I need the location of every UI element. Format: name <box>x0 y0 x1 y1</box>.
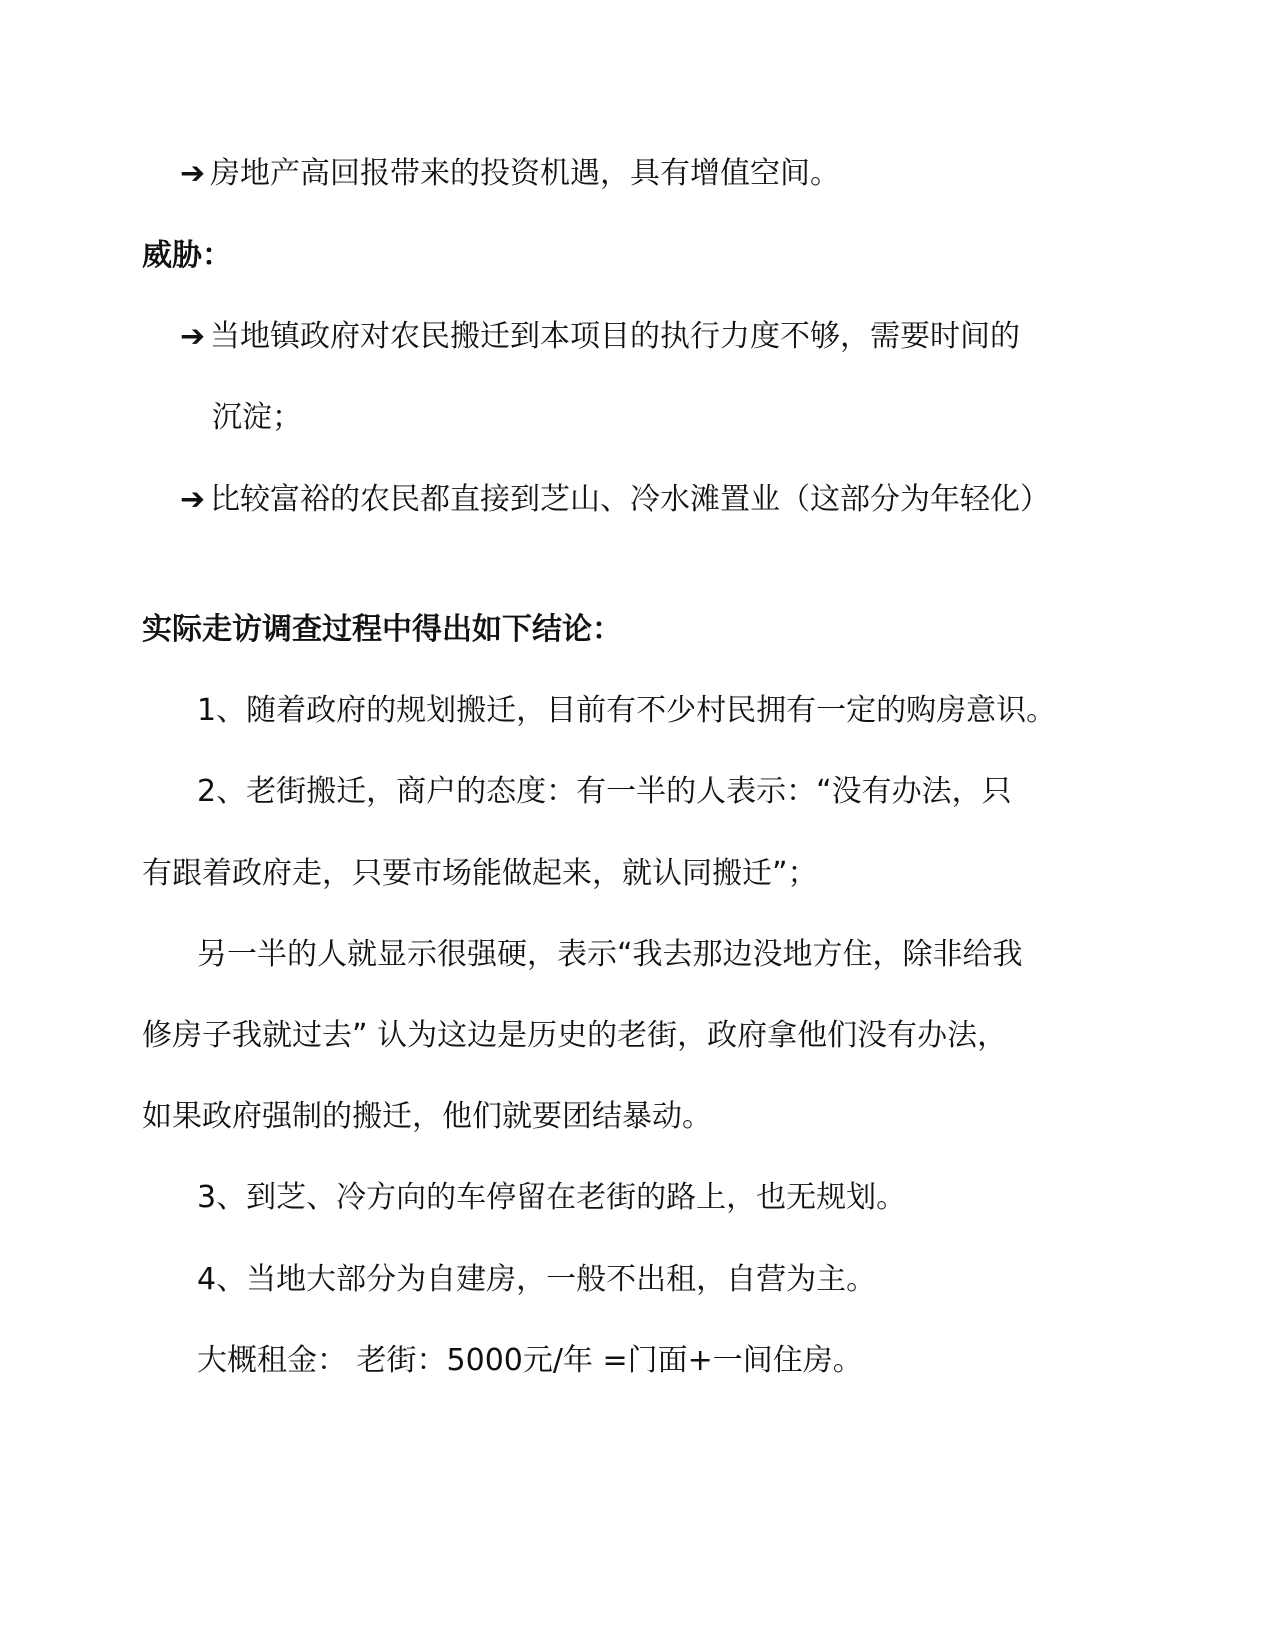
arrow-icon: ➔ <box>180 482 206 517</box>
rent-line: 大概租金： 老街：5000元/年 =门面+一间住房。 <box>197 1343 863 1378</box>
threat-bullet-1-continuation: 沉淀； <box>212 400 302 435</box>
arrow-icon: ➔ <box>180 319 206 354</box>
conclusion-item-2-paragraph-2-line-2: 修房子我就过去” 认为这边是历史的老街，政府拿他们没有办法， <box>142 1018 1008 1053</box>
threats-heading: 威胁： <box>142 238 232 273</box>
conclusions-heading: 实际走访调查过程中得出如下结论： <box>142 612 622 647</box>
conclusion-item-3: 3、到芝、冷方向的车停留在老街的路上，也无规划。 <box>197 1180 907 1215</box>
conclusion-item-2-paragraph-2-line-3: 如果政府强制的搬迁，他们就要团结暴动。 <box>142 1099 712 1134</box>
threat-bullet-2-text: 比较富裕的农民都直接到芝山、冷水滩置业（这部分为年轻化） <box>210 482 1050 517</box>
conclusion-item-2: 2、老街搬迁，商户的态度：有一半的人表示：“没有办法，只 <box>197 774 1012 809</box>
conclusion-item-1: 1、随着政府的规划搬迁，目前有不少村民拥有一定的购房意识。 <box>197 693 1057 728</box>
arrow-icon: ➔ <box>180 156 206 191</box>
threat-bullet-1-text: 当地镇政府对农民搬迁到本项目的执行力度不够，需要时间的 <box>210 319 1020 354</box>
threat-bullet-1 <box>180 317 1020 357</box>
opportunity-bullet-text: 房地产高回报带来的投资机遇，具有增值空间。 <box>210 156 840 191</box>
threat-bullet-2 <box>180 480 1050 520</box>
conclusion-item-4: 4、当地大部分为自建房，一般不出租，自营为主。 <box>197 1262 877 1297</box>
conclusion-item-2-continuation: 有跟着政府走，只要市场能做起来，就认同搬迁”； <box>142 856 818 891</box>
conclusion-item-2-paragraph-2: 另一半的人就显示很强硬，表示“我去那边没地方住，除非给我 <box>197 937 1023 972</box>
opportunity-bullet <box>180 154 840 194</box>
